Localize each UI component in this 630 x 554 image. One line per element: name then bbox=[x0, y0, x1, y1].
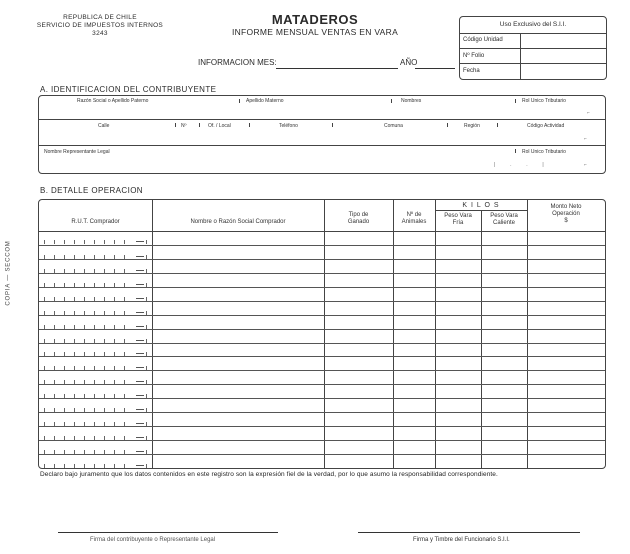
cell-monto[interactable] bbox=[528, 345, 604, 357]
cell-tipo[interactable] bbox=[325, 456, 392, 468]
cell-animales[interactable] bbox=[394, 289, 434, 301]
signature-contributor-label: Firma del contribuyente o Representante Legal bbox=[90, 537, 216, 543]
region-field[interactable] bbox=[448, 129, 496, 144]
signature-official-line[interactable] bbox=[358, 532, 580, 533]
cell-tipo[interactable] bbox=[325, 331, 392, 343]
cell-tipo[interactable] bbox=[325, 414, 392, 426]
cell-monto[interactable] bbox=[528, 456, 604, 468]
cell-nombre[interactable] bbox=[153, 331, 323, 343]
table-row bbox=[39, 315, 605, 330]
cell-tipo[interactable] bbox=[325, 386, 392, 398]
cell-nombre[interactable] bbox=[153, 247, 323, 259]
info-mes-field[interactable] bbox=[276, 68, 398, 69]
cell-rut[interactable] bbox=[40, 345, 151, 357]
cell-monto[interactable] bbox=[528, 317, 604, 329]
cell-monto[interactable] bbox=[528, 400, 604, 412]
rut-dash bbox=[136, 312, 144, 313]
cell-caliente[interactable] bbox=[482, 261, 526, 273]
agency-name: SERVICIO DE IMPUESTOS INTERNOS bbox=[36, 22, 164, 29]
table-row bbox=[39, 454, 605, 469]
cell-monto[interactable] bbox=[528, 414, 604, 426]
form-title: MATADEROS bbox=[271, 12, 359, 27]
cell-fria[interactable] bbox=[436, 442, 480, 454]
table-row bbox=[39, 384, 605, 399]
table-row bbox=[39, 245, 605, 260]
form-number: 3243 bbox=[92, 30, 108, 37]
table-row bbox=[39, 343, 605, 358]
cell-rut[interactable] bbox=[40, 358, 151, 370]
cell-nombre[interactable] bbox=[153, 303, 323, 315]
cell-caliente[interactable] bbox=[482, 372, 526, 384]
cell-monto[interactable] bbox=[528, 232, 604, 244]
cell-rut[interactable] bbox=[40, 275, 151, 287]
cell-caliente[interactable] bbox=[482, 414, 526, 426]
col-monto-neto: Monto Neto Operación $ bbox=[550, 204, 582, 224]
cell-fria[interactable] bbox=[436, 331, 480, 343]
section-b-title: B. DETALLE OPERACION bbox=[40, 186, 143, 195]
cell-animales[interactable] bbox=[394, 428, 434, 440]
rut-dash bbox=[136, 326, 144, 327]
cell-monto[interactable] bbox=[528, 289, 604, 301]
cell-nombre[interactable] bbox=[153, 345, 323, 357]
cell-rut[interactable] bbox=[40, 247, 151, 259]
cell-animales[interactable] bbox=[394, 261, 434, 273]
cell-caliente[interactable] bbox=[482, 358, 526, 370]
telefono-label: Teléfono bbox=[279, 123, 298, 129]
cell-nombre[interactable] bbox=[153, 261, 323, 273]
cell-rut[interactable] bbox=[40, 428, 151, 440]
codigo-actividad-field[interactable] bbox=[498, 129, 603, 144]
cell-caliente[interactable] bbox=[482, 232, 526, 244]
sii-codigo-unidad-label: Código Unidad bbox=[463, 37, 503, 43]
form-subtitle: INFORME MENSUAL VENTAS EN VARA bbox=[231, 27, 399, 37]
signature-official-label: Firma y Timbre del Funcionario S.I.I. bbox=[413, 537, 510, 543]
col-rut-comprador: R.U.T. Comprador bbox=[71, 219, 120, 225]
cell-tipo[interactable] bbox=[325, 275, 392, 287]
anio-label: AÑO bbox=[400, 58, 418, 67]
cell-animales[interactable] bbox=[394, 414, 434, 426]
cell-animales[interactable] bbox=[394, 331, 434, 343]
rut-tick bbox=[114, 240, 115, 244]
contributor-identification-box: Razón Social o Apellido Paterno Apellido Materno Nombres Rol Unico Tributario ⌐ Calle Nº Of. / Local Teléfono Comuna Región Código Actividad ⌐ Nombre Representante Legal Rol Unico Tributario | . . | ⌐ bbox=[38, 95, 606, 174]
apellido-materno-field[interactable] bbox=[239, 104, 389, 118]
oficina-field[interactable] bbox=[200, 129, 248, 144]
cell-caliente[interactable] bbox=[482, 303, 526, 315]
cell-animales[interactable] bbox=[394, 400, 434, 412]
rut-dash bbox=[136, 353, 144, 354]
rut-dash bbox=[136, 367, 144, 368]
cell-monto[interactable] bbox=[528, 358, 604, 370]
codigo-actividad-label: Código Actividad bbox=[527, 123, 565, 129]
cell-monto[interactable] bbox=[528, 247, 604, 259]
cell-nombre[interactable] bbox=[153, 428, 323, 440]
col-kilos-group: K I L O S bbox=[462, 202, 500, 209]
cell-caliente[interactable] bbox=[482, 386, 526, 398]
col-peso-vara-caliente: Peso Vara Caliente bbox=[490, 213, 518, 226]
cell-caliente[interactable] bbox=[482, 317, 526, 329]
rut-dash bbox=[136, 451, 144, 452]
cell-rut[interactable] bbox=[40, 442, 151, 454]
comuna-field[interactable] bbox=[333, 129, 446, 144]
cell-caliente[interactable] bbox=[482, 428, 526, 440]
cell-fria[interactable] bbox=[436, 372, 480, 384]
table-row bbox=[39, 370, 605, 385]
cell-fria[interactable] bbox=[436, 289, 480, 301]
cell-fria[interactable] bbox=[436, 317, 480, 329]
table-row bbox=[39, 426, 605, 441]
cell-fria[interactable] bbox=[436, 414, 480, 426]
cell-caliente[interactable] bbox=[482, 442, 526, 454]
cell-nombre[interactable] bbox=[153, 289, 323, 301]
cell-nombre[interactable] bbox=[153, 442, 323, 454]
country-name: REPUBLICA DE CHILE bbox=[63, 14, 137, 21]
oficina-label: Of. / Local bbox=[208, 123, 231, 129]
cell-tipo[interactable] bbox=[325, 345, 392, 357]
cell-tipo[interactable] bbox=[325, 289, 392, 301]
cell-rut[interactable] bbox=[40, 386, 151, 398]
rut-dash bbox=[136, 284, 144, 285]
calle-field[interactable] bbox=[41, 129, 173, 144]
cell-nombre[interactable] bbox=[153, 372, 323, 384]
comuna-label: Comuna bbox=[384, 123, 403, 129]
rut-tick bbox=[54, 464, 55, 468]
cell-caliente[interactable] bbox=[482, 345, 526, 357]
rut-dash bbox=[136, 381, 144, 382]
region-label: Región bbox=[464, 123, 480, 129]
cell-rut[interactable] bbox=[40, 289, 151, 301]
cell-rut[interactable] bbox=[40, 232, 151, 244]
col-nombre-comprador: Nombre o Razón Social Comprador bbox=[190, 219, 286, 225]
rut-label: Rol Unico Tributario bbox=[522, 98, 566, 104]
rut-tick bbox=[74, 240, 75, 244]
table-row bbox=[39, 398, 605, 413]
rut-tick bbox=[124, 240, 125, 244]
cell-tipo[interactable] bbox=[325, 261, 392, 273]
razon-social-field[interactable] bbox=[41, 104, 236, 118]
sii-box-title: Uso Exclusivo del S.I.I. bbox=[499, 21, 567, 28]
cell-animales[interactable] bbox=[394, 247, 434, 259]
cell-nombre[interactable] bbox=[153, 414, 323, 426]
cell-monto[interactable] bbox=[528, 261, 604, 273]
cell-fria[interactable] bbox=[436, 345, 480, 357]
cell-rut[interactable] bbox=[40, 414, 151, 426]
table-row bbox=[39, 440, 605, 455]
rut-dash bbox=[136, 270, 144, 271]
rut-tick bbox=[146, 240, 147, 244]
cell-monto[interactable] bbox=[528, 442, 604, 454]
rut-dash bbox=[136, 256, 144, 257]
cell-tipo[interactable] bbox=[325, 303, 392, 315]
cell-caliente[interactable] bbox=[482, 331, 526, 343]
table-row bbox=[39, 273, 605, 288]
numero-field[interactable] bbox=[176, 129, 198, 144]
calle-label: Calle bbox=[98, 123, 110, 129]
sii-fecha-label: Fecha bbox=[463, 68, 480, 74]
cell-fria[interactable] bbox=[436, 275, 480, 287]
rut-dash bbox=[136, 395, 144, 396]
rut-dash bbox=[136, 340, 144, 341]
table-row bbox=[39, 412, 605, 427]
col-numero-animales: Nº de Animales bbox=[401, 212, 427, 225]
cell-fria[interactable] bbox=[436, 247, 480, 259]
cell-fria[interactable] bbox=[436, 386, 480, 398]
rut-dash bbox=[136, 465, 144, 466]
cell-nombre[interactable] bbox=[153, 400, 323, 412]
cell-fria[interactable] bbox=[436, 456, 480, 468]
rut-tick bbox=[44, 464, 45, 468]
cell-nombre[interactable] bbox=[153, 275, 323, 287]
numero-label: Nº bbox=[181, 123, 187, 129]
sii-fecha-field[interactable] bbox=[521, 64, 605, 77]
rut-tick bbox=[124, 464, 125, 468]
cell-caliente[interactable] bbox=[482, 275, 526, 287]
table-row bbox=[39, 356, 605, 371]
rut-dash bbox=[136, 409, 144, 410]
cell-animales[interactable] bbox=[394, 303, 434, 315]
cell-fria[interactable] bbox=[436, 428, 480, 440]
rut-dash bbox=[136, 241, 144, 242]
cell-monto[interactable] bbox=[528, 275, 604, 287]
table-row bbox=[39, 329, 605, 344]
cell-animales[interactable] bbox=[394, 345, 434, 357]
rut-tick bbox=[64, 240, 65, 244]
cell-rut[interactable] bbox=[40, 331, 151, 343]
representante-legal-field[interactable] bbox=[41, 155, 511, 171]
rut-tick bbox=[114, 464, 115, 468]
cell-fria[interactable] bbox=[436, 232, 480, 244]
cell-monto[interactable] bbox=[528, 303, 604, 315]
sii-codigo-unidad-field[interactable] bbox=[521, 34, 605, 47]
nombres-label: Nombres bbox=[401, 98, 422, 104]
cell-rut[interactable] bbox=[40, 317, 151, 329]
cell-nombre[interactable] bbox=[153, 232, 323, 244]
cell-caliente[interactable] bbox=[482, 289, 526, 301]
rut-tick bbox=[74, 464, 75, 468]
table-row bbox=[39, 301, 605, 316]
cell-rut[interactable] bbox=[40, 400, 151, 412]
cell-nombre[interactable] bbox=[153, 317, 323, 329]
col-tipo-ganado: Tipo de Ganado bbox=[347, 212, 370, 225]
cell-caliente[interactable] bbox=[482, 247, 526, 259]
rut-tick bbox=[104, 240, 105, 244]
cell-nombre[interactable] bbox=[153, 358, 323, 370]
nombres-field[interactable] bbox=[391, 104, 511, 118]
cell-animales[interactable] bbox=[394, 386, 434, 398]
cell-fria[interactable] bbox=[436, 261, 480, 273]
signature-contributor-line[interactable] bbox=[58, 532, 278, 533]
issuer-block bbox=[20, 14, 180, 38]
rut-field[interactable] bbox=[515, 104, 603, 118]
info-mes-label: INFORMACION MES: bbox=[198, 58, 277, 67]
cell-tipo[interactable] bbox=[325, 442, 392, 454]
cell-tipo[interactable] bbox=[325, 400, 392, 412]
section-a-title: A. IDENTIFICACION DEL CONTRIBUYENTE bbox=[40, 85, 217, 94]
cell-monto[interactable] bbox=[528, 372, 604, 384]
cell-tipo[interactable] bbox=[325, 232, 392, 244]
rut-tick bbox=[84, 464, 85, 468]
cell-animales[interactable] bbox=[394, 275, 434, 287]
rut-dash bbox=[136, 423, 144, 424]
cell-tipo[interactable] bbox=[325, 428, 392, 440]
rut-tick bbox=[94, 240, 95, 244]
sii-folio-label: Nº Folio bbox=[463, 53, 485, 59]
cell-animales[interactable] bbox=[394, 317, 434, 329]
telefono-field[interactable] bbox=[250, 129, 331, 144]
cell-rut[interactable] bbox=[40, 261, 151, 273]
cell-monto[interactable] bbox=[528, 428, 604, 440]
sii-folio-field[interactable] bbox=[521, 49, 605, 62]
cell-tipo[interactable] bbox=[325, 317, 392, 329]
table-row bbox=[39, 231, 605, 245]
rut-tick bbox=[84, 240, 85, 244]
cell-tipo[interactable] bbox=[325, 358, 392, 370]
cell-caliente[interactable] bbox=[482, 400, 526, 412]
cell-animales[interactable] bbox=[394, 456, 434, 468]
cell-animales[interactable] bbox=[394, 232, 434, 244]
rut-dash bbox=[136, 298, 144, 299]
cell-caliente[interactable] bbox=[482, 456, 526, 468]
apellido-materno-label: Apellido Materno bbox=[246, 98, 284, 104]
copy-marker: COPIA — SECCOM bbox=[5, 240, 12, 306]
rut-tick bbox=[54, 240, 55, 244]
sii-exclusive-box bbox=[459, 16, 607, 80]
cell-fria[interactable] bbox=[436, 400, 480, 412]
col-peso-vara-fria: Peso Vara Fría bbox=[444, 213, 472, 226]
cell-fria[interactable] bbox=[436, 358, 480, 370]
cell-animales[interactable] bbox=[394, 372, 434, 384]
sworn-declaration: Declaro bajo juramento que los datos contenidos en este registro son la expresión fiel de la verdad, por lo que asumo la responsabilidad correspondiente. bbox=[40, 471, 498, 478]
razon-social-label: Razón Social o Apellido Paterno bbox=[77, 98, 149, 104]
cell-rut[interactable] bbox=[40, 303, 151, 315]
cell-animales[interactable] bbox=[394, 358, 434, 370]
cell-tipo[interactable] bbox=[325, 372, 392, 384]
cell-nombre[interactable] bbox=[153, 386, 323, 398]
cell-animales[interactable] bbox=[394, 442, 434, 454]
table-row bbox=[39, 287, 605, 302]
cell-tipo[interactable] bbox=[325, 247, 392, 259]
rut-tick bbox=[64, 464, 65, 468]
operation-detail-table bbox=[38, 199, 606, 469]
cell-fria[interactable] bbox=[436, 303, 480, 315]
rut-tick bbox=[104, 464, 105, 468]
cell-monto[interactable] bbox=[528, 331, 604, 343]
cell-nombre[interactable] bbox=[153, 456, 323, 468]
cell-monto[interactable] bbox=[528, 386, 604, 398]
rut-tick bbox=[94, 464, 95, 468]
rut-tick bbox=[146, 464, 147, 468]
representante-legal-label: Nombre Representante Legal bbox=[44, 149, 110, 155]
rut-representante-label: Rol Unico Tributario bbox=[522, 149, 566, 155]
rut-dash bbox=[136, 437, 144, 438]
table-row bbox=[39, 259, 605, 274]
cell-rut[interactable] bbox=[40, 372, 151, 384]
cell-rut[interactable] bbox=[40, 456, 151, 468]
rut-tick bbox=[44, 240, 45, 244]
anio-field[interactable] bbox=[415, 68, 455, 69]
